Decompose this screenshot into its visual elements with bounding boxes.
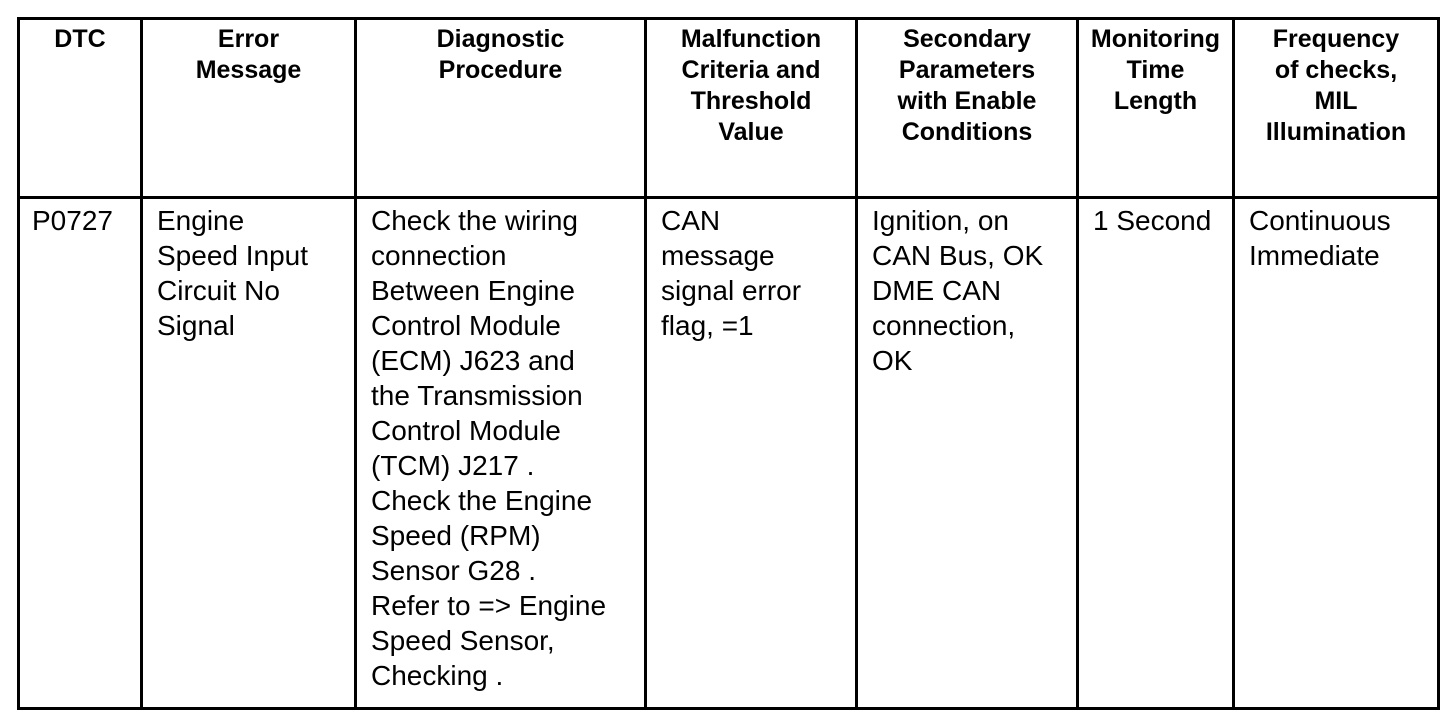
cell-line: OK: [872, 345, 913, 376]
header-error-message: [142, 19, 356, 198]
header-line: Threshold: [690, 87, 812, 115]
cell-line: signal error: [661, 275, 802, 306]
header-line: Criteria and: [681, 56, 821, 84]
header-secondary-parameters: [857, 19, 1078, 198]
header-frequency-mil: [1234, 19, 1439, 198]
cell-line: connection,: [872, 310, 1016, 341]
cell-dtc: [19, 198, 142, 709]
cell-line: P0727: [32, 205, 113, 236]
header-line: Diagnostic: [436, 25, 565, 53]
cell-line: the Transmission: [371, 380, 583, 411]
cell-diagnostic-procedure: [356, 198, 646, 709]
header-line: with Enable: [897, 87, 1037, 115]
header-line: Conditions: [901, 118, 1033, 146]
header-line: DTC: [54, 25, 106, 53]
cell-line: Circuit No: [157, 275, 280, 306]
header-line: Secondary: [903, 25, 1031, 53]
table-header-row: [19, 19, 1439, 198]
header-line: Monitoring: [1090, 25, 1221, 53]
header-line: Message: [195, 56, 302, 84]
cell-error-message: [142, 198, 356, 709]
header-line: of checks,: [1274, 56, 1398, 84]
header-dtc: [19, 19, 142, 198]
header-monitoring-time: [1078, 19, 1234, 198]
cell-line: Check the Engine: [371, 485, 593, 516]
header-line: MIL: [1314, 87, 1358, 115]
cell-line: CAN Bus, OK: [872, 240, 1044, 271]
header-diagnostic-procedure: [356, 19, 646, 198]
cell-line: flag, =1: [661, 310, 754, 341]
cell-line: 1 Second: [1093, 205, 1212, 236]
cell-line: CAN: [661, 205, 721, 236]
cell-line: Refer to => Engine: [371, 590, 607, 621]
cell-line: Checking .: [371, 660, 504, 691]
cell-line: Speed Input: [157, 240, 309, 271]
header-line: Time: [1126, 56, 1185, 84]
cell-monitoring-time: [1078, 198, 1234, 709]
cell-line: Engine: [157, 205, 245, 236]
cell-malfunction-criteria: [646, 198, 857, 709]
header-line: Illumination: [1265, 118, 1407, 146]
cell-line: DME CAN: [872, 275, 1002, 306]
cell-line: Continuous: [1249, 205, 1391, 236]
cell-secondary-parameters: [857, 198, 1078, 709]
cell-line: Between Engine: [371, 275, 575, 306]
table-row: [19, 198, 1439, 709]
cell-line: Sensor G28 .: [371, 555, 536, 586]
cell-line: (ECM) J623 and: [371, 345, 575, 376]
header-line: Procedure: [438, 56, 563, 84]
cell-line: message: [661, 240, 775, 271]
cell-line: Signal: [157, 310, 235, 341]
cell-line: Ignition, on: [872, 205, 1009, 236]
cell-line: Speed (RPM): [371, 520, 541, 551]
cell-line: Control Module: [371, 415, 561, 446]
cell-line: Check the wiring: [371, 205, 578, 236]
cell-line: connection: [371, 240, 507, 271]
dtc-table: [17, 17, 1440, 710]
cell-line: Control Module: [371, 310, 561, 341]
header-malfunction-criteria: [646, 19, 857, 198]
header-line: Error: [217, 25, 280, 53]
header-line: Frequency: [1272, 25, 1400, 53]
header-line: Parameters: [898, 56, 1036, 84]
header-line: Malfunction: [680, 25, 822, 53]
cell-line: (TCM) J217 .: [371, 450, 535, 481]
cell-line: Immediate: [1249, 240, 1380, 271]
cell-line: Speed Sensor,: [371, 625, 555, 656]
cell-frequency-mil: [1234, 198, 1439, 709]
header-line: Length: [1113, 87, 1198, 115]
header-line: Value: [718, 118, 784, 146]
